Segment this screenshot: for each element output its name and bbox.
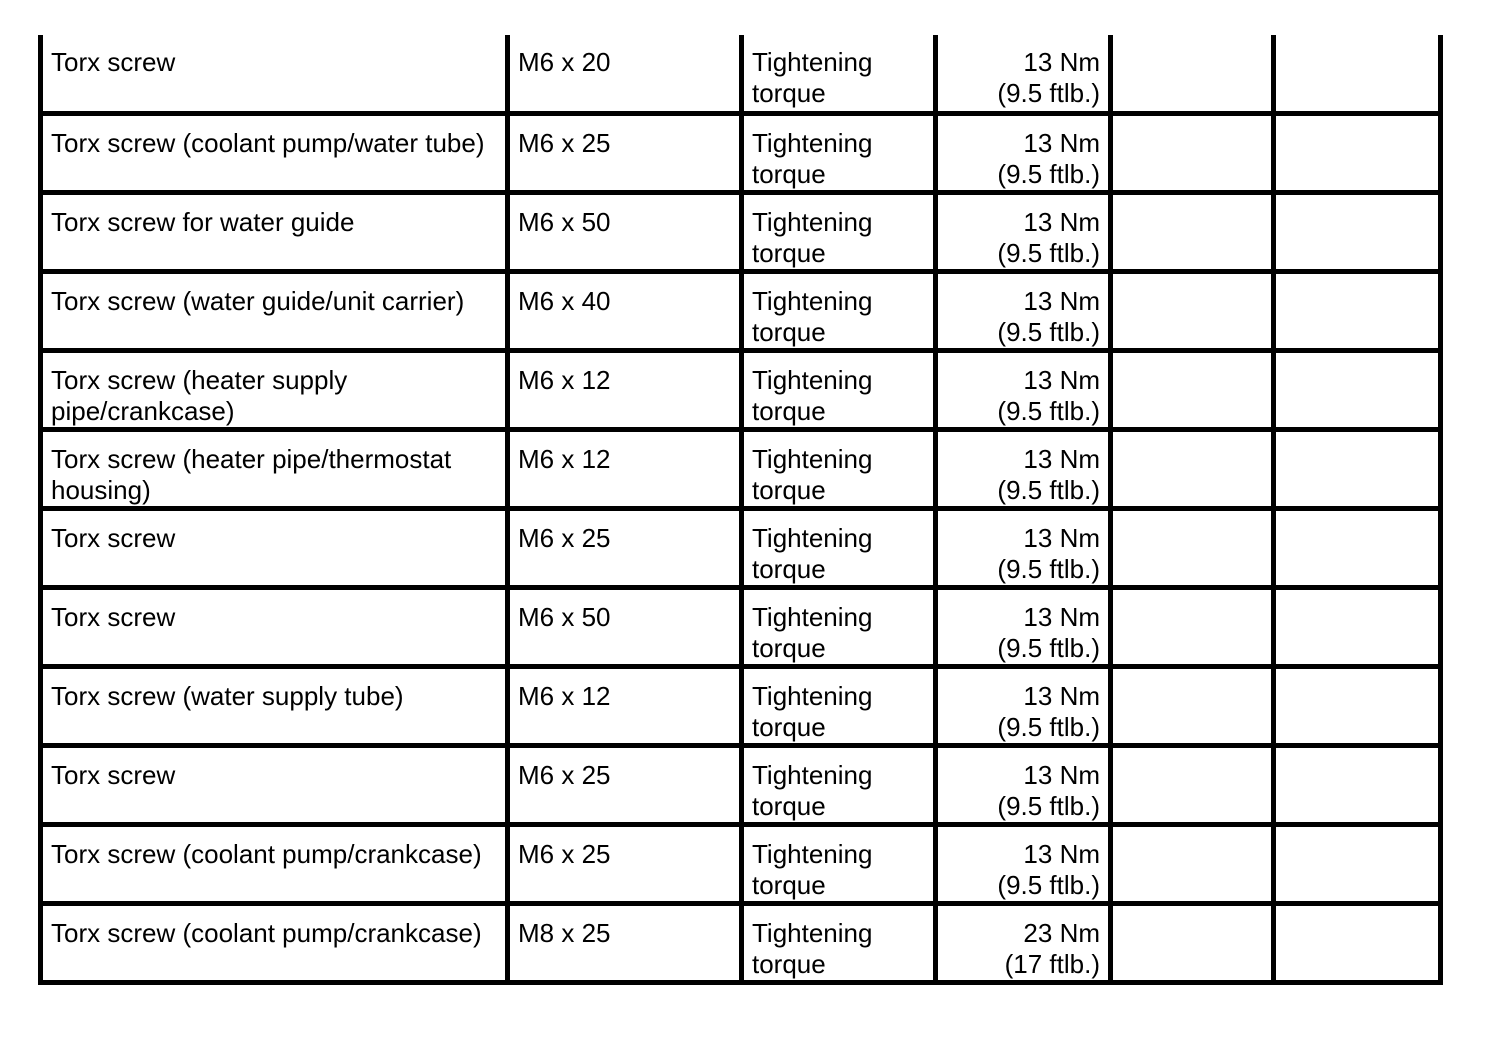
empty-cell <box>1274 824 1441 903</box>
spec-type-line1: Tightening <box>752 680 873 711</box>
description-cell: Torx screw (coolant pump/water tube) <box>41 113 508 192</box>
empty-cell <box>1274 508 1441 587</box>
spec-type-line2: torque <box>752 474 826 505</box>
spec-type-cell <box>742 824 936 903</box>
spec-type-cell <box>742 192 936 271</box>
spec-type-line2: torque <box>752 395 826 426</box>
torque-value-cell <box>936 666 1111 745</box>
torque-ftlb: (9.5 ftlb.) <box>997 790 1100 821</box>
table-row <box>41 587 1441 666</box>
description-cell: Torx screw (water guide/unit carrier) <box>41 271 508 350</box>
spec-type-line2: torque <box>752 790 826 821</box>
torque-value-cell <box>936 824 1111 903</box>
spec-type-cell <box>742 35 936 113</box>
empty-cell <box>1274 666 1441 745</box>
size-cell: M6 x 12 <box>508 666 742 745</box>
size-cell: M6 x 25 <box>508 113 742 192</box>
spec-type-cell <box>742 113 936 192</box>
table-row <box>41 666 1441 745</box>
spec-type-cell <box>742 350 936 429</box>
table-row <box>41 903 1441 982</box>
empty-cell <box>1111 745 1274 824</box>
spec-type-line1: Tightening <box>752 759 873 790</box>
torque-ftlb: (9.5 ftlb.) <box>997 237 1100 268</box>
spec-type-cell <box>742 429 936 508</box>
empty-cell <box>1111 271 1274 350</box>
spec-type-line1: Tightening <box>752 364 873 395</box>
torque-value-cell <box>936 113 1111 192</box>
description-cell: Torx screw (coolant pump/crankcase) <box>41 824 508 903</box>
empty-cell <box>1111 429 1274 508</box>
empty-cell <box>1274 113 1441 192</box>
size-cell: M6 x 12 <box>508 429 742 508</box>
spec-type-line2: torque <box>752 78 826 108</box>
torque-value-cell <box>936 350 1111 429</box>
torque-nm: 23 Nm <box>1023 917 1100 948</box>
size-cell: M6 x 12 <box>508 350 742 429</box>
spec-type-line1: Tightening <box>752 206 873 237</box>
spec-type-line2: torque <box>752 711 826 742</box>
empty-cell <box>1111 350 1274 429</box>
torque-nm: 13 Nm <box>1023 759 1100 790</box>
spec-type-cell <box>742 587 936 666</box>
table-row <box>41 429 1441 508</box>
description-cell: Torx screw <box>41 587 508 666</box>
spec-type-line2: torque <box>752 158 826 189</box>
spec-type-line1: Tightening <box>752 601 873 632</box>
table-row <box>41 350 1441 429</box>
spec-type-line1: Tightening <box>752 285 873 316</box>
torque-spec-table-body <box>41 35 1441 982</box>
torque-nm: 13 Nm <box>1023 127 1100 158</box>
description-cell: Torx screw for water guide <box>41 192 508 271</box>
torque-ftlb: (9.5 ftlb.) <box>997 553 1100 584</box>
description-cell: Torx screw <box>41 35 508 113</box>
empty-cell <box>1111 113 1274 192</box>
torque-ftlb: (9.5 ftlb.) <box>997 474 1100 505</box>
empty-cell <box>1111 35 1274 113</box>
spec-type-line2: torque <box>752 948 826 979</box>
torque-ftlb: (9.5 ftlb.) <box>997 632 1100 663</box>
torque-ftlb: (9.5 ftlb.) <box>997 395 1100 426</box>
size-cell: M6 x 50 <box>508 192 742 271</box>
empty-cell <box>1274 192 1441 271</box>
torque-value-cell <box>936 271 1111 350</box>
table-row <box>41 271 1441 350</box>
spec-type-cell <box>742 903 936 982</box>
torque-ftlb: (9.5 ftlb.) <box>997 316 1100 347</box>
table-row <box>41 35 1441 113</box>
size-cell: M6 x 50 <box>508 587 742 666</box>
torque-ftlb: (9.5 ftlb.) <box>997 158 1100 189</box>
table-row <box>41 745 1441 824</box>
description-cell: Torx screw <box>41 508 508 587</box>
size-cell: M6 x 25 <box>508 508 742 587</box>
spec-type-line2: torque <box>752 237 826 268</box>
empty-cell <box>1111 508 1274 587</box>
size-cell: M6 x 40 <box>508 271 742 350</box>
spec-type-line2: torque <box>752 553 826 584</box>
empty-cell <box>1111 824 1274 903</box>
empty-cell <box>1111 192 1274 271</box>
table-row <box>41 824 1441 903</box>
torque-nm: 13 Nm <box>1023 364 1100 395</box>
torque-value-cell <box>936 903 1111 982</box>
torque-value-cell <box>936 35 1111 113</box>
size-cell: M6 x 20 <box>508 35 742 113</box>
spec-type-line1: Tightening <box>752 127 873 158</box>
size-cell: M8 x 25 <box>508 903 742 982</box>
spec-type-line1: Tightening <box>752 522 873 553</box>
spec-type-line1: Tightening <box>752 917 873 948</box>
empty-cell <box>1274 35 1441 113</box>
description-cell: Torx screw (heater supply pipe/crankcase) <box>41 350 508 429</box>
torque-ftlb: (9.5 ftlb.) <box>997 711 1100 742</box>
torque-nm: 13 Nm <box>1023 47 1100 77</box>
spec-type-cell <box>742 745 936 824</box>
torque-spec-table <box>38 35 1443 985</box>
empty-cell <box>1111 666 1274 745</box>
torque-nm: 13 Nm <box>1023 285 1100 316</box>
empty-cell <box>1274 350 1441 429</box>
torque-value-cell <box>936 192 1111 271</box>
empty-cell <box>1274 903 1441 982</box>
torque-value-cell <box>936 587 1111 666</box>
size-cell: M6 x 25 <box>508 824 742 903</box>
spec-type-line2: torque <box>752 869 826 900</box>
table-row <box>41 192 1441 271</box>
spec-type-cell <box>742 666 936 745</box>
empty-cell <box>1274 429 1441 508</box>
torque-value-cell <box>936 745 1111 824</box>
spec-type-line1: Tightening <box>752 838 873 869</box>
torque-ftlb: (9.5 ftlb.) <box>997 78 1100 108</box>
spec-type-line2: torque <box>752 632 826 663</box>
torque-nm: 13 Nm <box>1023 522 1100 553</box>
torque-nm: 13 Nm <box>1023 443 1100 474</box>
torque-nm: 13 Nm <box>1023 838 1100 869</box>
empty-cell <box>1111 587 1274 666</box>
size-cell: M6 x 25 <box>508 745 742 824</box>
empty-cell <box>1111 903 1274 982</box>
empty-cell <box>1274 745 1441 824</box>
table-row <box>41 113 1441 192</box>
description-cell: Torx screw (water supply tube) <box>41 666 508 745</box>
torque-ftlb: (9.5 ftlb.) <box>997 869 1100 900</box>
spec-type-line1: Tightening <box>752 443 873 474</box>
spec-type-cell <box>742 271 936 350</box>
torque-nm: 13 Nm <box>1023 680 1100 711</box>
torque-ftlb: (17 ftlb.) <box>1004 948 1100 979</box>
description-cell: Torx screw (coolant pump/crankcase) <box>41 903 508 982</box>
table-row <box>41 508 1441 587</box>
torque-value-cell <box>936 508 1111 587</box>
torque-nm: 13 Nm <box>1023 601 1100 632</box>
empty-cell <box>1274 271 1441 350</box>
torque-value-cell <box>936 429 1111 508</box>
spec-type-line2: torque <box>752 316 826 347</box>
description-cell: Torx screw <box>41 745 508 824</box>
spec-type-cell <box>742 508 936 587</box>
spec-type-line1: Tightening <box>752 47 873 77</box>
empty-cell <box>1274 587 1441 666</box>
description-cell: Torx screw (heater pipe/thermostat housing) <box>41 429 508 508</box>
torque-nm: 13 Nm <box>1023 206 1100 237</box>
